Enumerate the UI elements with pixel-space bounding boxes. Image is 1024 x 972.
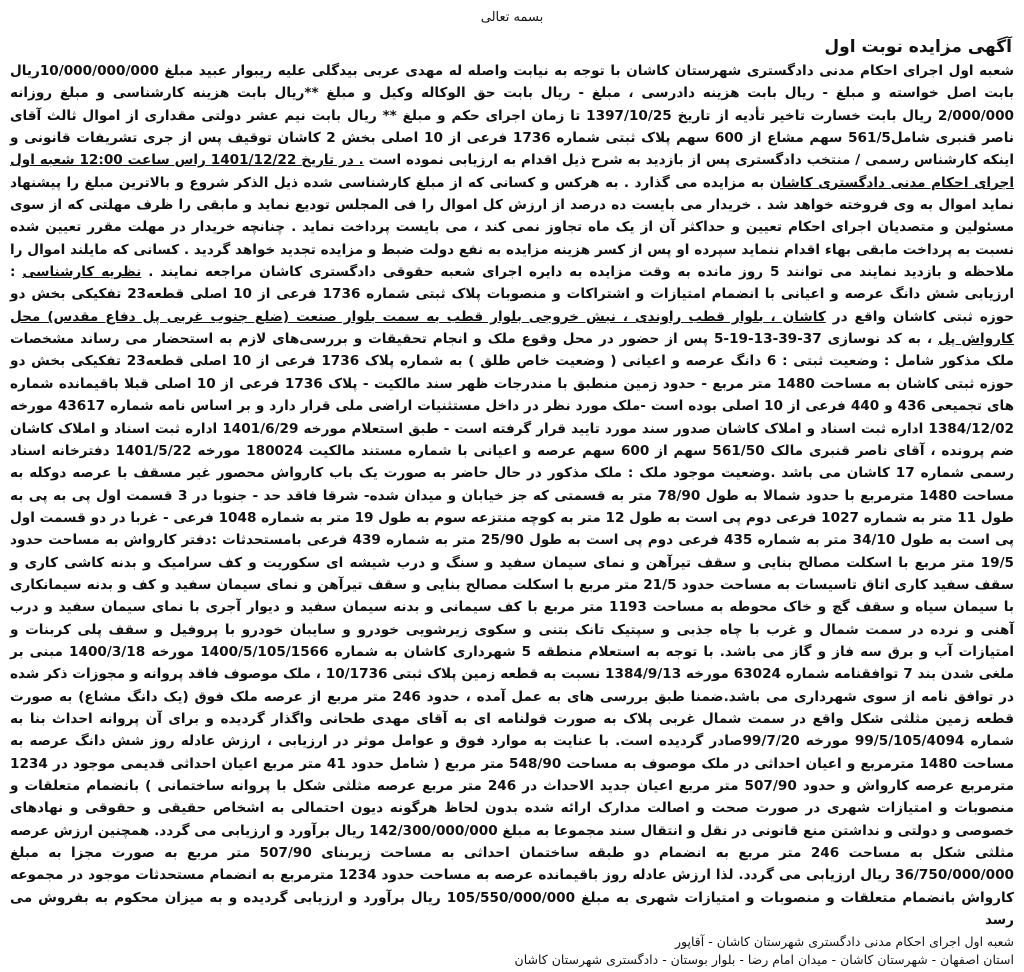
body-part-7: ، به کد نوسازی 37-39-13-19-5 پس از حضور در محل وقوع ملک و انجام تحقیقات و بررسی‌های لازم به استحضار می رساند مشخصات ملک مذکور شامل : وضعیت ثبتی : 6 دانگ عرصه و اعیانی ( وضعیت خاص طلق ) به شماره پلاک 1736 فرعی از 10 اصلی قطعه23 تفکیکی بخش دو حوزه ثبتی کاشان به مساحت 1480 متر مربع - حدود زمین منطبق با مندرجات ظهر سند مالکیت - پلاک 1736 فرعی از 10 اصلی قبلا باقیمانده شماره های تجمیعی 436 و 440 فرعی از 10 اصلی بوده است -ملک مورد نظر در داخل مستثنیات اراضی ملی قرار دارد و بر اساس نامه شماره 43617 مورخه 1384/12/02 اداره ثبت اسناد و املاک کاشان صدور سند مورد تایید قرار گرفته است - طبق استعلام مورخه 1401/6/29 اداره ثبت اسناد و املاک کاشان ضم پرونده ، آقای ناصر قنبری مالک 561/50 سهم از 600 سهم عرصه و اعیانی با شماره مستند مالکیت 180024 مورخه 1401/5/22 دفترخانه اسناد رسمی شماره 17 کاشان می باشد .وضعیت موجود ملک : ملک مذکور در حال حاضر به صورت یک باب کارواش محصور غیر مسقف با عرصه دوکله به مساحت 1480 مترمربع با حدود شمالا به طول 78/90 متر به قسمتی که جز خیابان و میدان شده- شرقا فاقد حد - جنوبا در 3 قسمت اول پی به پی به طول 11 متر به شماره 1027 فرعی دوم پی است به طول 12 متر به کوچه منتزعه سوم به طول 19 متر به شماره 1048 فرعی - غربا در دو قسمت اول پی است به طول 34/10 متر به شماره 435 فرعی دوم پی است به طول 25/90 متر به شماره 439 فرعی بامستحدثات :دفتر کارواش به مساحت حدود 19/5 متر مربع با اسکلت مصالح بنایی و سقف تیرآهن و نمای سیمان سفید و سنگ و درب شیشه ای سکوریت و کف سرامیک و بدنه کاشی کاری و سقف سفید کاری اتاق تاسیسات به مساحت حدود 21/5 متر مربع با اسکلت مصالح بنایی و سقف تیرآهن و نمای سیمان سفید و کف و بدنه سیمانکاری با سیمان سیاه و سقف گچ و خاک محوطه به مساحت 1193 متر مربع با کف سیمانی و بدنه سیمان سفید و دیوار آجری با نمای سیمان سفید و درب آهنی و نرده در سمت شمال و غرب با چاه جذبی و سپتیک تانک بتنی و سکوی زیرشویی خودرو و سایبان خودرو با پروفیل و سقف پلی کربنات و امتیازات آب و برق سه فاز و گاز می باشد. با توجه به استعلام منطقه 5 شهرداری کاشان به شماره 1400/5/105/1566 مورخه 1400/3/18 مبنی بر ملغی شدن بند 7 توافقنامه شماره 63024 مورخه 1384/9/13 نسبت به قطعه زمین پلاک ثبتی 10/1736 ، ملک موصوف فاقد پروانه و مجوزات ذکر شده در توافق نامه از سوی شهرداری می باشد.ضمنا طبق بررسی های به عمل آمده ، حدود 246 متر مربع از عرصه ملک فوق (یک دانگ مشاع) به صورت قطعه زمین مثلثی شکل واقع در سمت شمال غربی پلاک به صورت قولنامه ای به آقای مهدی طحانی واگذار گردیده و برای آن پروانه احداث بنا به شماره 99/5/105/4094 مورخه 99/7/20صادر گردیده است. با عنایت به موارد فوق و عوامل موثر در ارزیابی ، ارزش عادله روز شش دانگ عرصه به مساحت 1480 مترمربع و اعیان احداثی در ملک موصوف به مساحت 548/90 متر مربع ( شامل حدود 41 متر مربع اعیان احداثی قدیمی موجود در 1234 مترمربع عرصه کارواش و حدود 507/90 متر مربع اعیان جدید الاحداث در 246 متر مربع عرصه مثلثی شکل با پروانه ساختمانی ) بانضمام متعلقات و منصوبات و امتیازات شهری در صورت صحت و اصالت مدارک ارائه شده بدون لحاظ هرگونه دیون احتمالی به اشخاص حقیقی و حقوقی و نهادهای خصوصی و دولتی و نداشتن منع قانونی در نقل و انتقال سند مجموعا به مبلغ 142/300/000/000 ریال برآورد و ارزیابی می گردد. همچنین ارزش عرصه مثلثی شکل به مساحت 246 متر مربع به انضمام دو طبقه ساختمان احداثی به مساحت زیربنای 507/90 متر مربع به صورت مجزا به مبلغ 36/750/000/000 ریال ارزیابی می گردد. لذا ارزش عادله روز باقیمانده عرصه به مساحت حدود 1234 مترمربع به انضمام مستحدثات موجود در مجموعه کارواش بانضمام متعلقات و منصوبات و امتیازات شهری به مبلغ 105/550/000/000 ریال برآورد و ارزیابی گردیده و به میزان محکوم به بفروش می رسد: [10, 331, 1015, 929]
footer-address-line: استان اصفهان - شهرستان کاشان - میدان امام رضا - بلوار بوستان - دادگستری شهرستان کاشان: [514, 952, 1014, 968]
notice-body: [10, 60, 1014, 931]
body-part-1: شعبه اول اجرای احکام مدنی دادگستری شهرستان کاشان با توجه به نیابت واصله له مهدی عربی بیدگلی علیه ریبوار عبید مبلغ 10/000/000/000ریال بابت اصل خواسته و مبلغ - ریال بابت هزینه دادرسی ، مبلغ - ریال بابت حق الوکاله وکیل و مبلغ **ریال بابت هزینه کارشناسی و مبلغ روزانه 2/000/000 ریال بابت خسارت تاخیر تأدیه از تاریخ 1397/10/25 تا زمان اجرای حکم و مبلغ ** ریال بابت نیم عشر دولتی مقداری از اموال ثالث آقای ناصر قنبری شامل561/5 سهم مشاع از 600 سهم پلاک ثبتی شماره 1736 فرعی از 10 اصلی بخش 2 کاشان توقیف پس از جری تشریفات قانونی و اینکه کارشناس رسمی / منتخب دادگستری پس از بازدید به شرح ذیل اقدام به ارزیابی نموده است: [10, 63, 1015, 169]
invocation-text: بسمه تعالی: [480, 10, 544, 25]
body-part-5: : ارزیابی شش دانگ عرصه و اعیانی با انضمام امتیازات و اشتراکات و منصوبات پلاک ثبتی شماره 1736 فرعی از 10 اصلی قطعه23 تفکیکی بخش دو حوزه ثبتی کاشان واقع در: [10, 264, 1014, 325]
notice-title: آگهی مزایده نوبت اول: [824, 37, 1012, 57]
footer-branch-line: شعبه اول اجرای احکام مدنی دادگستری شهرستان کاشان - آقاپور: [675, 934, 1014, 950]
property-address-underlined: کاشان ، بلوار قطب راوندی ، نبش خروجی بلوار قطب به سمت بلوار صنعت (ضلع جنوب غربی پل دفاع مقدس) محل کارواش پل: [10, 308, 1014, 348]
expert-opinion-label: نظریه کارشناسی: [22, 264, 142, 281]
auction-date-underlined: . در تاریخ 1401/12/22 راس ساعت 12:00 شعبه اول اجرای احکام مدنی دادگستری کاشان: [10, 152, 1014, 191]
body-part-3: به مزایده می گذارد . به هرکس و کسانی که از مبلغ کارشناسی شده ذیل الذکر شروع و بالاترین مبلغ را پیشنهاد نماید اموال به وی فروخته خواهد شد . خریدار می بایست ده درصد از ارزش کل اموال را فی المجلس تودیع نماید و مابقی را ظرف مهلتی که از سوی مسئولین و متصدیان اجرای احکام تعیین و حداکثر آن از یک ماه تجاوز نمی کند ، می بایست پرداخت نماید . چنانچه خریدار در مهلت مقرر تعیین شده نسبت به پرداخت مابقی بهاء اقدام ننماید سپرده او پس از کسر هزینه مزایده به نفع دولت ضبط و مزایده تجدید خواهد گردید . کسانی که مایلند اموال را ملاحظه و بازدید نمایند می توانند 5 روز مانده به وقت مزایده به دایره اجرای شعبه حقوقی دادگستری کاشان مراجعه نمایند .: [10, 174, 1014, 281]
notice-footer: [10, 933, 1014, 969]
